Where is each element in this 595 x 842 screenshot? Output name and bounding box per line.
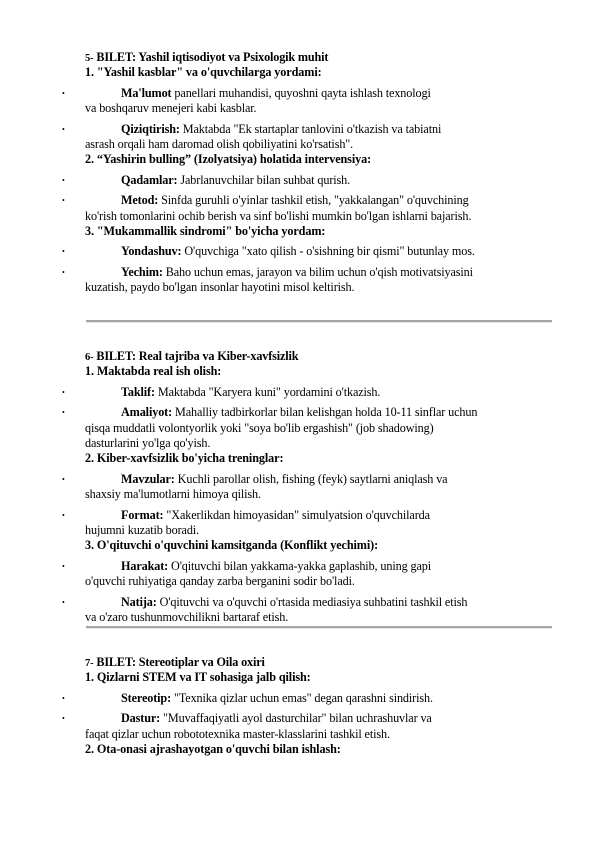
- ticket-title: BILET: Yashil iqtisodiyot va Psixologik muhit: [93, 50, 329, 64]
- list-item-continuation: dasturlarini yo'lga qo'yish.: [85, 435, 211, 450]
- bullet-icon: •: [62, 124, 65, 134]
- list-item-body: "Muvaffaqiyatli ayol dasturchilar" bilan uchrashuvlar va: [160, 711, 432, 726]
- list-item-continuation: qisqa muddatli volontyorlik yoki "soya bo'lib ergashish" (job shadowing): [85, 420, 434, 435]
- list-item-body: "Texnika qizlar uchun emas" degan qarashni sindirish.: [171, 690, 433, 705]
- list-item-text: [121, 385, 380, 400]
- list-item-label: Dastur:: [121, 711, 161, 726]
- list-item-body: Maktabda "Karyera kuni" yordamini o'tkazish.: [154, 384, 381, 399]
- list-item-label: Stereotip:: [121, 690, 172, 705]
- list-item-continuation: o'quvchi ruhiyatiga qanday zarba berganini sodir bo'ladi.: [85, 574, 355, 589]
- ticket-heading: [85, 655, 265, 671]
- list-item-label: Mavzular:: [121, 471, 175, 486]
- list-item-text: [121, 595, 467, 610]
- list-item-body: Sinfda guruhli o'yinlar tashkil etish, "yakkalangan" o'quvchining: [158, 193, 469, 208]
- list-item-continuation: va o'zaro tushunmovchilikni bartaraf etish.: [85, 609, 289, 624]
- list-item-label: Taklif:: [121, 384, 155, 399]
- list-item-body: Jabrlanuvchilar bilan suhbat qurish.: [177, 172, 351, 187]
- ticket-number: 6-: [85, 352, 94, 363]
- list-item-body: "Xakerlikdan himoyasidan" simulyatsion o'quvchilarda: [163, 507, 430, 522]
- subsection-title: 1. Maktabda real ish olish:: [85, 364, 222, 379]
- list-item-label: Yondashuv:: [121, 244, 182, 259]
- bullet-icon: •: [62, 474, 65, 484]
- list-item-text: [121, 711, 432, 726]
- list-item-body: panellari muhandisi, quyoshni qayta ishlash texnologi: [171, 85, 431, 100]
- bullet-icon: •: [62, 510, 65, 520]
- list-item-text: [121, 122, 441, 137]
- subsection-title: 2. Kiber-xavfsizlik bo'yicha treninglar:: [85, 451, 284, 466]
- list-item-continuation: kuzatish, paydo bo'lgan insonlar hayotini misol keltirish.: [85, 280, 355, 295]
- subsection-title: 2. “Yashirin bulling” (Izolyatsiya) holatida intervensiya:: [85, 152, 372, 167]
- list-item-text: [121, 86, 431, 101]
- bullet-icon: •: [62, 408, 65, 418]
- list-item-body: Maktabda "Ek startaplar tanlovini o'tkazish va tabiatni: [179, 121, 442, 136]
- list-item-text: [121, 244, 475, 259]
- subsection-title: 3. O'qituvchi o'quvchini kamsitganda (Konflikt yechimi):: [85, 538, 379, 553]
- ticket-heading: [85, 349, 298, 365]
- list-item-continuation: va boshqaruv menejeri kabi kasblar.: [85, 101, 257, 116]
- list-item-text: [121, 559, 431, 574]
- bullet-icon: •: [62, 693, 65, 703]
- bullet-icon: •: [62, 247, 65, 257]
- list-item-body: Mahalliy tadbirkorlar bilan kelishgan holda 10-11 sinflar uchun: [172, 405, 478, 420]
- bullet-icon: •: [62, 714, 65, 724]
- list-item-text: [121, 193, 469, 208]
- list-item-label: Qiziqtirish:: [121, 121, 180, 136]
- bullet-icon: •: [62, 561, 65, 571]
- bullet-icon: •: [62, 597, 65, 607]
- bullet-icon: •: [62, 196, 65, 206]
- list-item-text: [121, 472, 447, 487]
- ticket-title: BILET: Stereotiplar va Oila oxiri: [93, 655, 265, 669]
- list-item-label: Harakat:: [121, 558, 169, 573]
- ticket-title: BILET: Real tajriba va Kiber-xavfsizlik: [93, 349, 299, 363]
- subsection-title: 2. Ota-onasi ajrashayotgan o'quvchi bilan ishlash:: [85, 742, 341, 756]
- list-item-text: [121, 691, 433, 706]
- list-item-text: [121, 508, 430, 523]
- subsection-title: 1. Qizlarni STEM va IT sohasiga jalb qilish:: [85, 670, 311, 685]
- list-item-body: Baho uchun emas, jarayon va bilim uchun o'qish motivatsiyasini: [162, 264, 473, 279]
- list-item-continuation: shaxsiy ma'lumotlarni himoya qilish.: [85, 487, 261, 502]
- ticket-heading: [85, 50, 328, 66]
- list-item-text: [121, 265, 473, 280]
- list-item-text: [121, 405, 477, 420]
- bullet-icon: •: [62, 88, 65, 98]
- list-item-label: Natija:: [121, 594, 157, 609]
- bullet-icon: •: [62, 267, 65, 277]
- list-item-body: O'quvchiga "xato qilish - o'sishning bir qismi" butunlay mos.: [181, 244, 475, 259]
- horizontal-divider: [86, 626, 552, 629]
- bullet-icon: •: [62, 387, 65, 397]
- ticket-number: 7-: [85, 658, 94, 669]
- subsection-title: 1. "Yashil kasblar" va o'quvchilarga yordami:: [85, 65, 322, 80]
- horizontal-divider: [86, 320, 552, 323]
- list-item-body: O'qituvchi bilan yakkama-yakka gaplashib, uning gapi: [168, 558, 431, 573]
- list-item-continuation: faqat qizlar uchun robototexnika master-klasslarini tashkil etish.: [85, 726, 390, 741]
- list-item-text: [121, 173, 350, 188]
- list-item-label: Ma'lumot: [121, 85, 172, 100]
- bullet-icon: •: [62, 175, 65, 185]
- list-item-continuation: ko'rish tomonlarini ochib berish va sinf bo'lishi mumkin bo'lgan ishlarni bajarish.: [85, 208, 472, 223]
- list-item-body: Kuchli parollar olish, fishing (feyk) saytlarni aniqlash va: [174, 471, 448, 486]
- list-item-label: Metod:: [121, 193, 159, 208]
- list-item-label: Format:: [121, 507, 164, 522]
- subsection-title: 3. "Mukammallik sindromi" bo'yicha yordam:: [85, 224, 326, 238]
- list-item-label: Amaliyot:: [121, 405, 173, 420]
- list-item-label: Yechim:: [121, 264, 163, 279]
- list-item-body: O'qituvchi va o'quvchi o'rtasida mediasiya suhbatini tashkil etish: [156, 594, 468, 609]
- list-item-label: Qadamlar:: [121, 172, 178, 187]
- list-item-continuation: hujumni kuzatib boradi.: [85, 522, 200, 537]
- ticket-number: 5-: [85, 53, 94, 64]
- list-item-continuation: asrash orqali ham daromad olish qobiliyatini ko'rsatish".: [85, 136, 354, 151]
